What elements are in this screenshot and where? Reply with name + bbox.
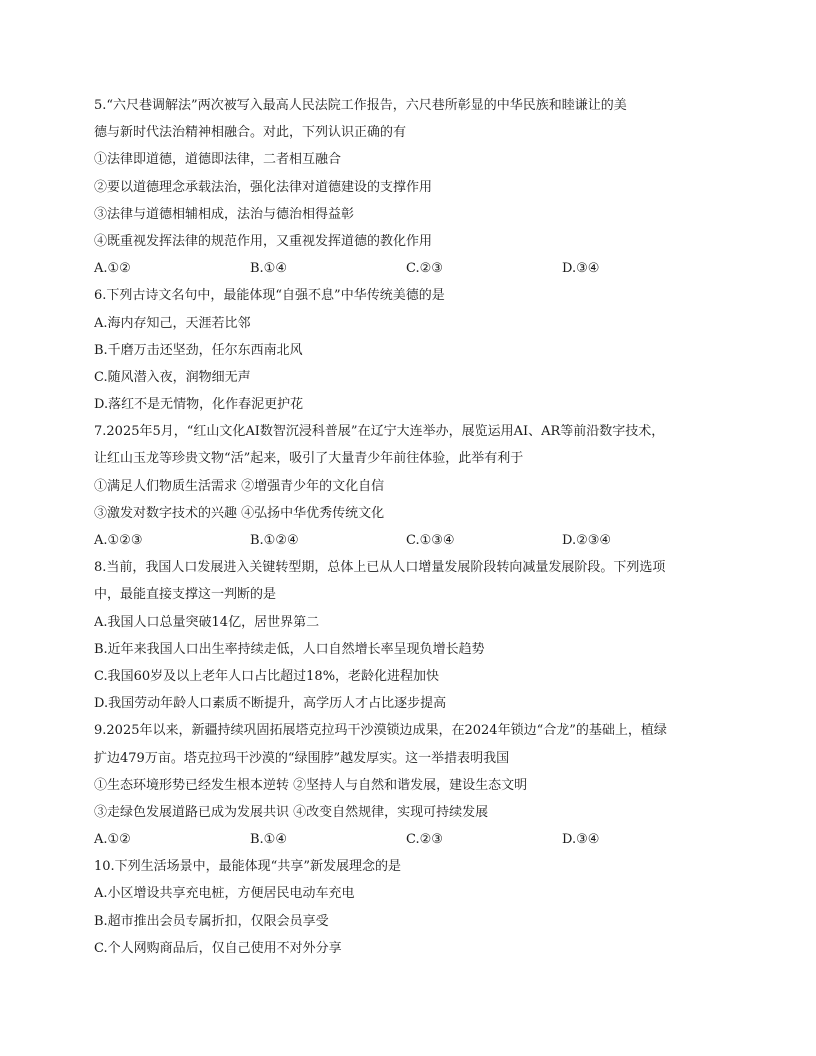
option-d: D.我国劳动年龄人口素质不断提升，高学历人才占比逐步提高 <box>94 696 447 712</box>
option-a: A.①② <box>94 832 131 848</box>
option-d: D.③④ <box>562 832 600 848</box>
answer-options <box>94 527 724 554</box>
question-10 <box>94 853 724 962</box>
question-9 <box>94 717 724 853</box>
question-stem: 6.下列古诗文名句中，最能体现“自强不息”中华传统美德的是 <box>94 288 445 304</box>
question-stem: 中，最能直接支撑这一判断的是 <box>94 587 277 603</box>
option-b: B.千磨万击还坚劲，任尔东西南北风 <box>94 342 303 358</box>
question-stem: 8.当前，我国人口发展进入关键转型期，总体上已从人口增量发展阶段转向减量发展阶段。下列选项 <box>94 560 666 576</box>
option-b: B.①④ <box>250 832 287 848</box>
option-c: C.随风潜入夜，润物细无声 <box>94 369 251 385</box>
option-d: D.落红不是无情物，化作春泥更护花 <box>94 397 304 413</box>
option-c: C.①③④ <box>406 533 455 548</box>
question-stem: 7.2025年5月，“红山文化AI数智沉浸科普展”在辽宁大连举办，展览运用AI、AR等前沿数字技术， <box>94 424 665 440</box>
option-c: C.我国60岁及以上老年人口占比超过18%，老龄化进程加快 <box>94 668 440 684</box>
question-8 <box>94 554 724 717</box>
statement-item: ①法律即道德，道德即法律，二者相互融合 <box>94 152 342 168</box>
question-stem: 5.“六尺巷调解法”两次被写入最高人民法院工作报告，六尺巷所彰显的中华民族和睦谦让的美 <box>94 98 627 113</box>
option-a: A.海内存知己，天涯若比邻 <box>94 315 251 331</box>
answer-options <box>94 826 724 853</box>
option-b: B.①④ <box>250 261 287 277</box>
question-7 <box>94 418 724 554</box>
option-c: C.②③ <box>406 832 443 848</box>
option-a: A.①②③ <box>94 533 143 548</box>
option-d: D.③④ <box>562 261 600 277</box>
statement-item: ③激发对数字技术的兴趣 ④弘扬中华优秀传统文化 <box>94 505 385 521</box>
option-d: D.②③④ <box>562 533 612 548</box>
option-a: A.①② <box>94 261 131 277</box>
question-5 <box>94 92 724 282</box>
statement-item: ④既重视发挥法律的规范作用，又重视发挥道德的教化作用 <box>94 233 433 249</box>
option-b: B.近年来我国人口出生率持续走低，人口自然增长率呈现负增长趋势 <box>94 641 485 657</box>
option-a: A.我国人口总量突破14亿，居世界第二 <box>94 614 320 630</box>
question-stem: 德与新时代法治精神相融合。对此，下列认识正确的有 <box>94 125 407 141</box>
statement-item: ③法律与道德相辅相成，法治与德治相得益彰 <box>94 206 355 222</box>
option-c: C.个人网购商品后，仅自己使用不对外分享 <box>94 940 342 956</box>
question-stem: 扩边479万亩。塔克拉玛干沙漠的“绿围脖”越发厚实。这一举措表明我国 <box>94 750 510 766</box>
question-stem: 10.下列生活场景中，最能体现“共享”新发展理念的是 <box>94 859 401 875</box>
question-stem: 让红山玉龙等珍贵文物“活”起来，吸引了大量青少年前往体验，此举有利于 <box>94 451 524 467</box>
option-b: B.超市推出会员专属折扣，仅限会员享受 <box>94 913 329 929</box>
question-stem: 9.2025年以来，新疆持续巩固拓展塔克拉玛干沙漠锁边成果，在2024年锁边“合龙”的基础上，植绿 <box>94 723 667 739</box>
option-c: C.②③ <box>406 261 443 277</box>
question-6 <box>94 282 724 418</box>
statement-item: ③走绿色发展道路已成为发展共识 ④改变自然规律，实现可持续发展 <box>94 804 489 820</box>
statement-item: ②要以道德理念承载法治，强化法律对道德建设的支撑作用 <box>94 179 433 195</box>
option-b: B.①②④ <box>250 533 299 548</box>
statement-item: ①生态环境形势已经发生根本逆转 ②坚持人与自然和谐发展，建设生态文明 <box>94 777 528 793</box>
option-a: A.小区增设共享充电桩，方便居民电动车充电 <box>94 886 355 902</box>
statement-item: ①满足人们物质生活需求 ②增强青少年的文化自信 <box>94 478 385 494</box>
exam-page <box>94 92 724 962</box>
answer-options <box>94 255 724 282</box>
